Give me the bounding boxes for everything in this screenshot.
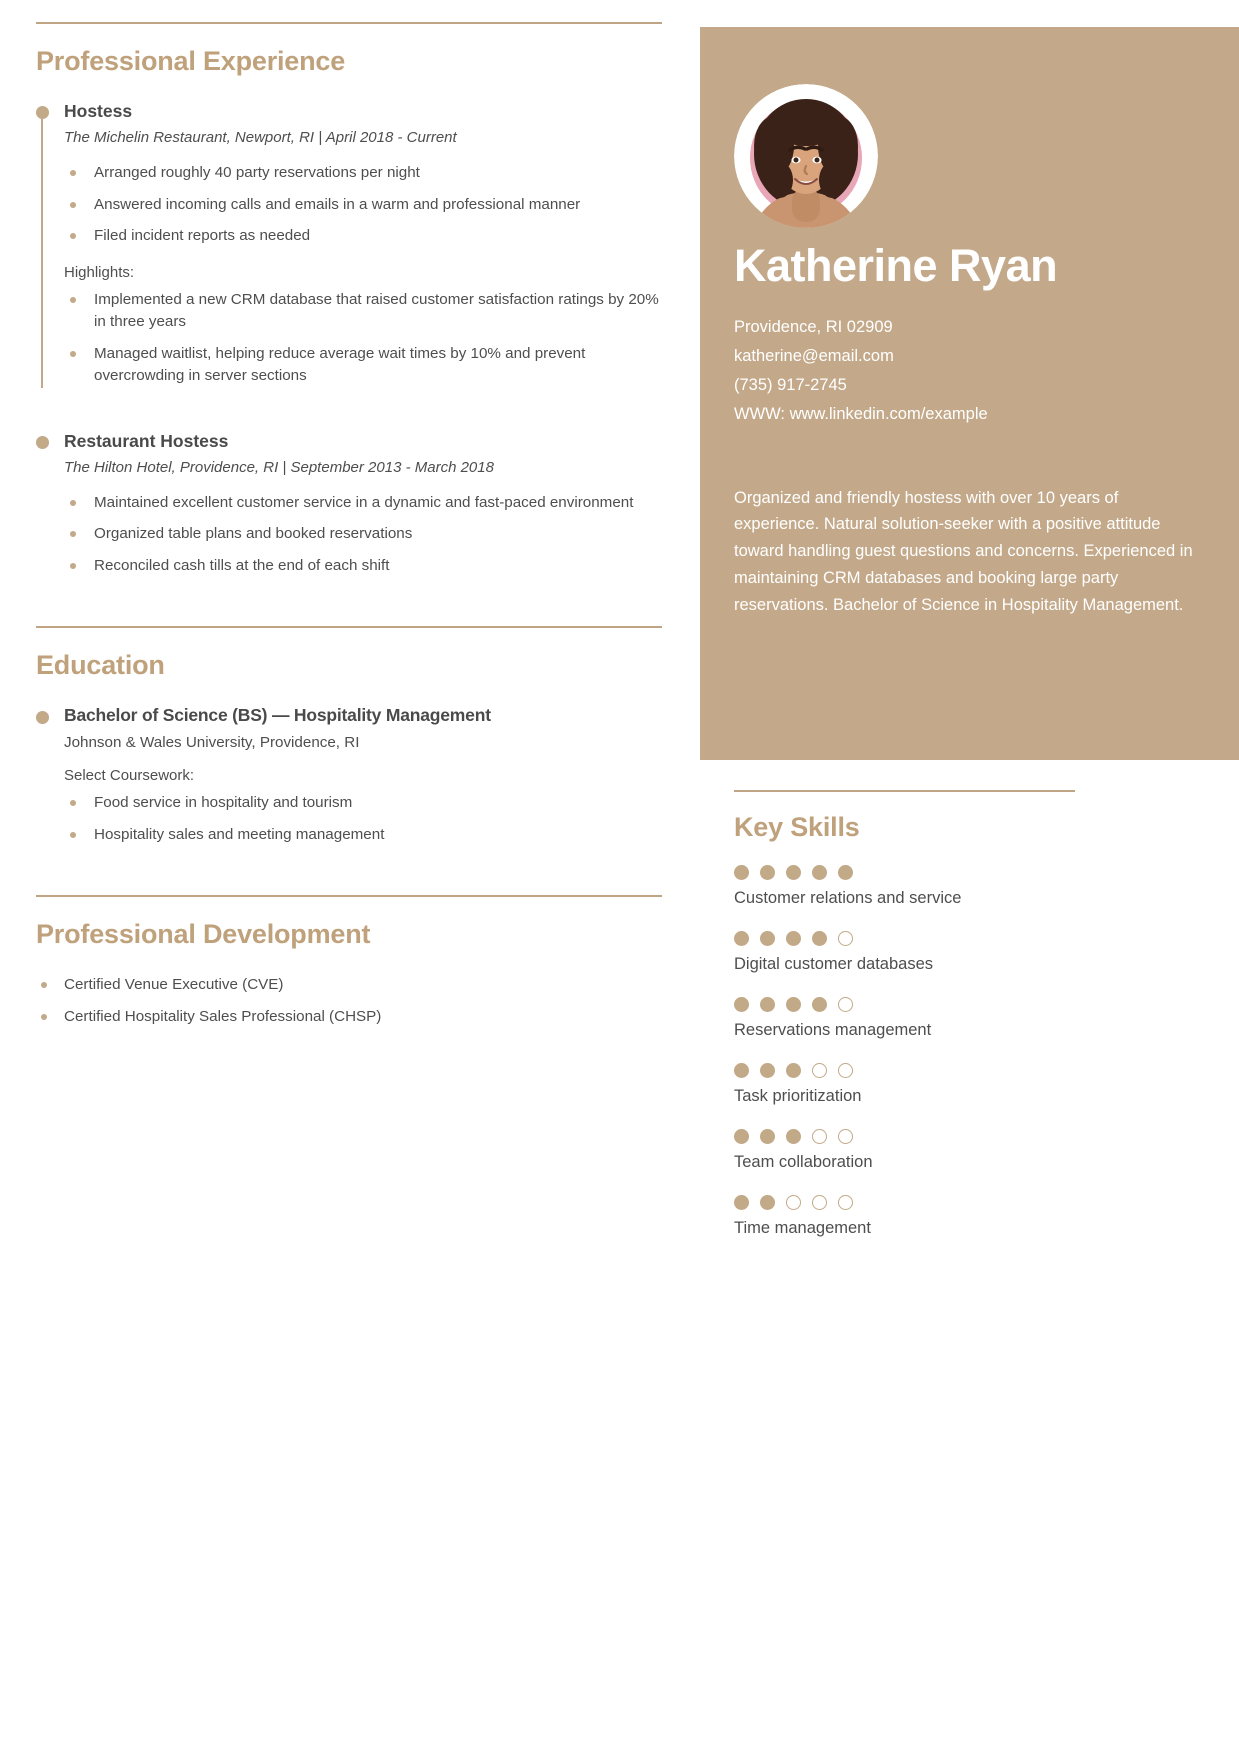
rating-dot-empty-icon [838, 1063, 853, 1078]
rating-dot-filled-icon [786, 997, 801, 1012]
skill-item [734, 997, 1204, 1040]
skill-item [734, 1195, 1204, 1238]
skill-rating-dots [734, 1129, 1204, 1144]
experience-entry-restaurant-hostess [36, 431, 662, 578]
contact-phone[interactable]: (735) 917-2745 [734, 375, 847, 394]
rating-dot-filled-icon [734, 1063, 749, 1078]
experience-divider [36, 22, 662, 24]
job-highlights-list [64, 289, 662, 388]
skill-rating-dots [734, 1063, 1204, 1078]
job-duties-list [64, 162, 662, 248]
rating-dot-filled-icon [812, 865, 827, 880]
coursework-label: Select Coursework: [64, 767, 195, 784]
skill-label: Digital customer databases [734, 955, 934, 973]
rating-dot-filled-icon [812, 931, 827, 946]
list-item: Organized table plans and booked reservations [64, 523, 662, 546]
rating-dot-filled-icon [760, 931, 775, 946]
skill-label: Team collaboration [734, 1153, 873, 1171]
skill-item [734, 931, 1204, 974]
profile-summary: Organized and friendly hostess with over 10 years of experience. Natural solution-seeker with a positive attitude toward handling guest questions and concerns. Experienced in maintaining CRM databases and booking large party reservations. Bachelor of Science in Hospitality Management. [734, 488, 1193, 614]
list-item: Certified Venue Executive (CVE) [36, 974, 662, 997]
page-title: Katherine Ryan [734, 240, 1058, 291]
development-divider [36, 895, 662, 897]
profile-panel [700, 27, 1239, 760]
spacer [36, 855, 662, 895]
rating-dot-filled-icon [734, 931, 749, 946]
skill-label: Reservations management [734, 1021, 932, 1039]
job-duties-list [64, 492, 662, 578]
key-skills-section [734, 790, 1204, 1261]
contact-location: Providence, RI 02909 [734, 317, 893, 336]
skills-divider [734, 790, 1075, 792]
contact-email[interactable]: katherine@email.com [734, 346, 894, 365]
job-title: Hostess [64, 101, 133, 121]
list-item: Implemented a new CRM database that raised customer satisfaction ratings by 20% in three years [64, 289, 662, 334]
list-item: Reconciled cash tills at the end of each shift [64, 555, 662, 578]
list-item: Hospitality sales and meeting management [64, 824, 662, 847]
skill-rating-dots [734, 931, 1204, 946]
skill-label: Customer relations and service [734, 889, 962, 907]
highlights-label: Highlights: [64, 263, 135, 281]
timeline-dot-icon [36, 106, 49, 119]
rating-dot-empty-icon [838, 1195, 853, 1210]
rating-dot-filled-icon [760, 1129, 775, 1144]
skill-item [734, 865, 1204, 908]
skill-rating-dots [734, 1195, 1204, 1210]
rating-dot-empty-icon [838, 931, 853, 946]
degree-title: Bachelor of Science (BS) — Hospitality Management [64, 705, 491, 725]
rating-dot-filled-icon [838, 865, 853, 880]
rating-dot-empty-icon [838, 1129, 853, 1144]
rating-dot-filled-icon [734, 997, 749, 1012]
rating-dot-filled-icon [734, 1195, 749, 1210]
contact-website[interactable]: WWW: www.linkedin.com/example [734, 404, 988, 423]
rating-dot-empty-icon [812, 1129, 827, 1144]
rating-dot-filled-icon [786, 931, 801, 946]
spacer [36, 586, 662, 626]
experience-heading: Professional Experience [36, 46, 346, 76]
spacer [36, 397, 662, 431]
skill-item [734, 1063, 1204, 1106]
portrait-photo-icon [734, 84, 878, 228]
skills-heading: Key Skills [734, 812, 860, 842]
timeline-dot-icon [36, 436, 49, 449]
education-heading: Education [36, 650, 165, 680]
education-entry [36, 705, 662, 846]
rating-dot-filled-icon [760, 1195, 775, 1210]
rating-dot-empty-icon [838, 997, 853, 1012]
skill-item [734, 1129, 1204, 1172]
job-meta: The Hilton Hotel, Providence, RI | September 2013 - March 2018 [64, 458, 494, 476]
coursework-list [64, 792, 662, 846]
rating-dot-empty-icon [812, 1195, 827, 1210]
rating-dot-filled-icon [734, 1129, 749, 1144]
skill-label: Time management [734, 1219, 871, 1237]
list-item: Arranged roughly 40 party reservations per night [64, 162, 662, 185]
job-meta: The Michelin Restaurant, Newport, RI | April 2018 - Current [64, 129, 457, 146]
list-item: Certified Hospitality Sales Professional (CHSP) [36, 1006, 662, 1029]
skill-rating-dots [734, 997, 1204, 1012]
list-item: Managed waitlist, helping reduce average wait times by 10% and prevent overcrowding in server sections [64, 343, 662, 388]
job-title: Restaurant Hostess [64, 430, 229, 451]
rating-dot-filled-icon [760, 865, 775, 880]
list-item: Maintained excellent customer service in a dynamic and fast-paced environment [64, 492, 662, 515]
rating-dot-filled-icon [786, 865, 801, 880]
rating-dot-filled-icon [760, 997, 775, 1012]
education-divider [36, 626, 662, 628]
skill-rating-dots [734, 865, 1204, 880]
school-name: Johnson & Wales University, Providence, RI [64, 734, 360, 751]
rating-dot-filled-icon [734, 865, 749, 880]
rating-dot-empty-icon [812, 1063, 827, 1078]
rating-dot-filled-icon [760, 1063, 775, 1078]
left-column [0, 0, 700, 1038]
rating-dot-empty-icon [786, 1195, 801, 1210]
rating-dot-filled-icon [812, 997, 827, 1012]
list-item: Filed incident reports as needed [64, 225, 662, 248]
list-item: Answered incoming calls and emails in a warm and professional manner [64, 194, 662, 217]
list-item: Food service in hospitality and tourism [64, 792, 662, 815]
skill-label: Task prioritization [734, 1087, 862, 1105]
rating-dot-filled-icon [786, 1063, 801, 1078]
development-heading: Professional Development [36, 919, 371, 949]
development-list [36, 974, 662, 1029]
rating-dot-filled-icon [786, 1129, 801, 1144]
timeline-dot-icon [36, 711, 49, 724]
timeline-line [41, 111, 43, 388]
experience-entry-hostess [36, 101, 662, 388]
avatar [734, 84, 878, 228]
right-column [700, 0, 1239, 1754]
